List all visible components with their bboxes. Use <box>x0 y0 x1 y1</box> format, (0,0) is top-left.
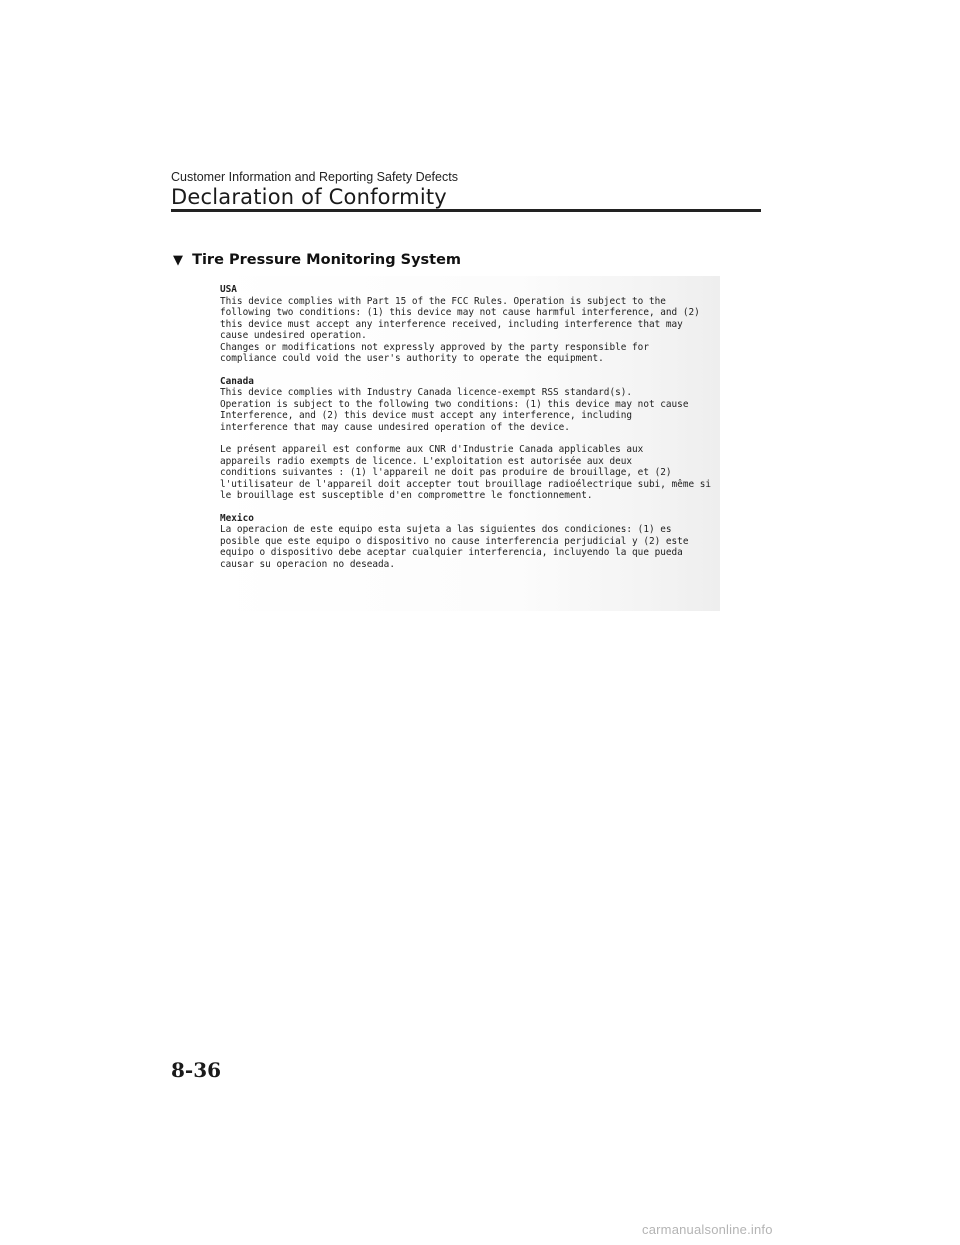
notice-line: following two conditions: (1) this device may not cause harmful interference, and (2) <box>220 307 700 318</box>
page-number: 8-36 <box>171 1058 222 1082</box>
notice-heading-mexico: Mexico <box>220 512 254 524</box>
page-header <box>171 170 761 209</box>
notice-block-canada-french <box>220 444 720 502</box>
notice-line: This device complies with Part 15 of the FCC Rules. Operation is subject to the <box>220 295 666 307</box>
notice-line: posible que este equipo o dispositivo no cause interferencia perjudicial y (2) este <box>220 535 689 547</box>
notice-line: Interference, and (2) this device must accept any interference, including <box>220 410 633 421</box>
notice-line: l'utilisateur de l'appareil doit accepter tout brouillage radioélectrique subi, même si <box>220 478 712 490</box>
notice-line: this device must accept any interference received, including interference that may <box>220 318 683 330</box>
regulatory-notice <box>220 284 720 581</box>
breadcrumb: Customer Information and Reporting Safety Defects <box>171 170 458 184</box>
notice-block-canada <box>220 376 720 434</box>
notice-line: compliance could void the user's authority to operate the equipment. <box>220 353 604 364</box>
page-title: Declaration of Conformity <box>171 185 447 209</box>
notice-heading-usa: USA <box>220 284 237 295</box>
notice-line: Le présent appareil est conforme aux CNR d'Industrie Canada applicables aux <box>220 444 644 455</box>
watermark: carmanualsonline.info <box>642 1222 773 1237</box>
notice-line: La operacion de este equipo esta sujeta a las siguientes dos condiciones: (1) es <box>220 524 672 535</box>
notice-line: Changes or modifications not expressly approved by the party responsible for <box>220 341 649 353</box>
notice-line: interference that may cause undesired operation of the device. <box>220 421 570 433</box>
notice-line: conditions suivantes : (1) l'appareil ne doit pas produire de brouillage, et (2) <box>220 467 672 478</box>
triangle-down-icon: ▼ <box>173 253 183 268</box>
notice-line: causar su operacion no deseada. <box>220 558 395 570</box>
notice-line: le brouillage est susceptible d'en compromettre le fonctionnement. <box>220 490 593 501</box>
notice-line: appareils radio exempts de licence. L'exploitation est autorisée aux deux <box>220 455 633 467</box>
notice-line: Operation is subject to the following two conditions: (1) this device may not cause <box>220 398 689 410</box>
title-rule <box>171 209 761 212</box>
section-heading <box>173 252 461 268</box>
notice-block-mexico <box>220 513 720 571</box>
notice-block-usa <box>220 284 720 365</box>
notice-line: cause undesired operation. <box>220 330 367 341</box>
notice-line: equipo o dispositivo debe aceptar cualquier interferencia, incluyendo la que pueda <box>220 547 683 558</box>
section-heading-text: Tire Pressure Monitoring System <box>192 252 462 268</box>
notice-heading-canada: Canada <box>220 375 254 387</box>
notice-line: This device complies with Industry Canada licence-exempt RSS standard(s). <box>220 387 633 398</box>
